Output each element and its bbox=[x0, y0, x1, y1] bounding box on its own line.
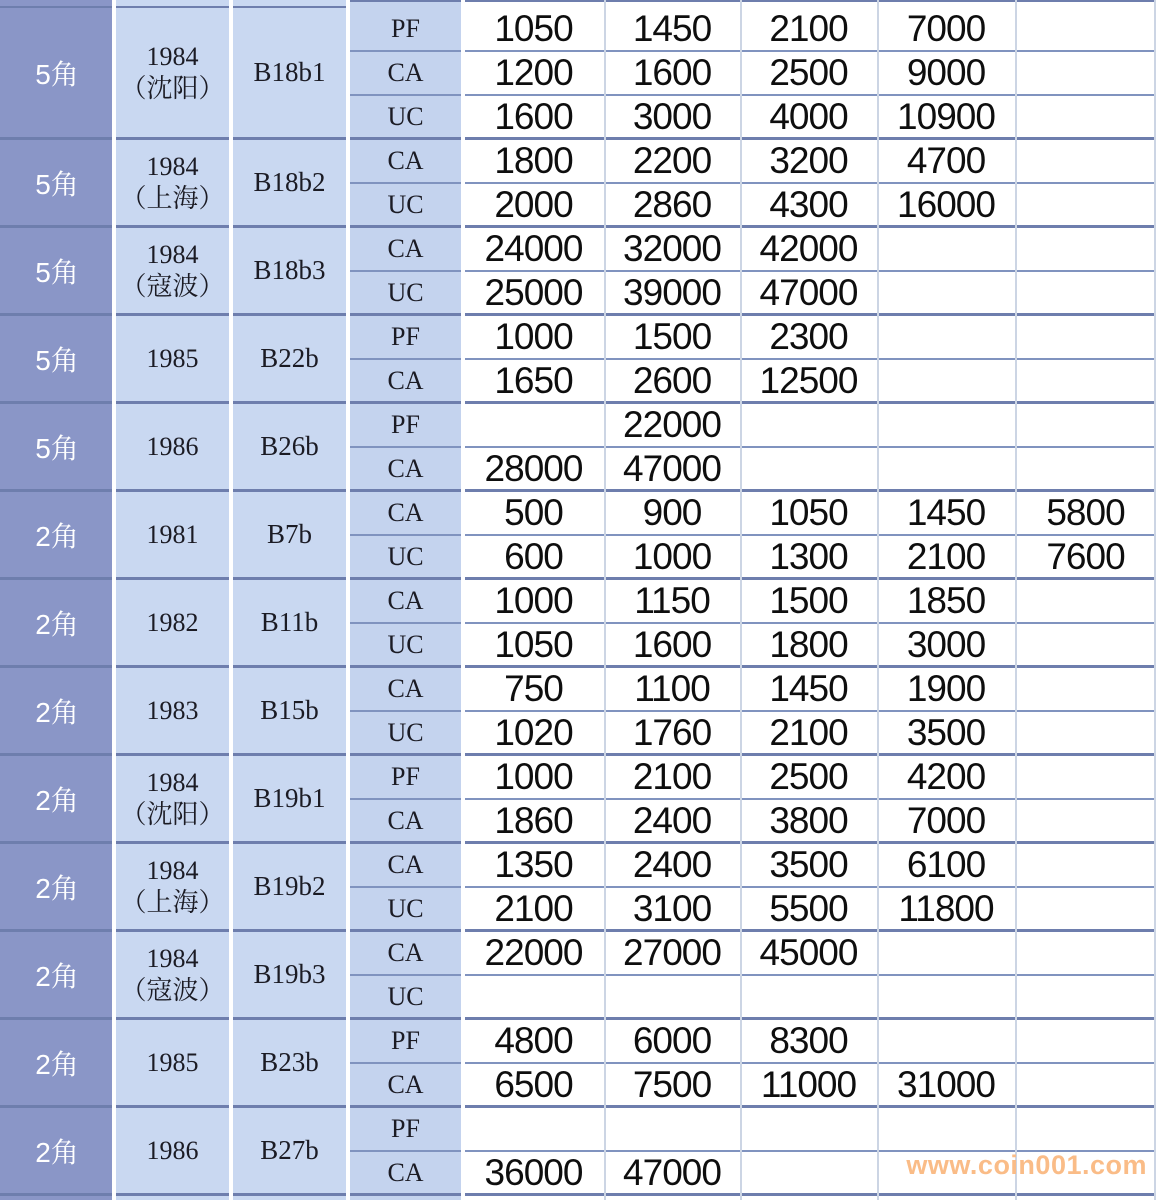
price-cell: 600 bbox=[463, 536, 604, 580]
price-cell: 1000 bbox=[604, 536, 740, 580]
bottom-edge-cell bbox=[604, 1196, 740, 1200]
grade-cell: UC bbox=[348, 272, 463, 316]
price-cell bbox=[463, 1108, 604, 1152]
price-cell: 2100 bbox=[877, 536, 1015, 580]
price-cell bbox=[877, 404, 1015, 448]
grade-cell: CA bbox=[348, 1064, 463, 1108]
top-edge-cell bbox=[348, 0, 463, 8]
price-cell: 1800 bbox=[740, 624, 877, 668]
year-line: 1986 bbox=[146, 431, 199, 461]
price-gridline bbox=[1015, 0, 1017, 1200]
year-cell bbox=[114, 316, 231, 404]
price-cell: 1450 bbox=[604, 8, 740, 52]
year-line: 1984 bbox=[146, 943, 199, 973]
price-cell: 31000 bbox=[877, 1064, 1015, 1108]
top-edge-cell bbox=[604, 0, 740, 8]
year-cell bbox=[114, 140, 231, 228]
price-cell: 16000 bbox=[877, 184, 1015, 228]
catalog-number-cell: B11b bbox=[231, 580, 348, 668]
year-line: （寇波） bbox=[120, 271, 225, 301]
price-cell bbox=[1015, 888, 1156, 932]
price-cell: 5500 bbox=[740, 888, 877, 932]
price-cell: 36000 bbox=[463, 1152, 604, 1196]
price-cell bbox=[740, 1152, 877, 1196]
grade-cell: PF bbox=[348, 404, 463, 448]
grade-cell: CA bbox=[348, 1152, 463, 1196]
denomination-cell: 2角 bbox=[0, 1020, 114, 1108]
price-cell: 2600 bbox=[604, 360, 740, 404]
bottom-edge-cell bbox=[463, 1196, 604, 1200]
catalog-number-cell: B19b1 bbox=[231, 756, 348, 844]
denomination-cell: 2角 bbox=[0, 756, 114, 844]
price-gridline bbox=[740, 0, 742, 1200]
price-cell: 500 bbox=[463, 492, 604, 536]
column-separator bbox=[461, 0, 465, 1200]
price-cell: 3500 bbox=[877, 712, 1015, 756]
catalog-number-cell: B18b1 bbox=[231, 8, 348, 140]
year-line: 1983 bbox=[146, 695, 199, 725]
catalog-number-cell: B19b3 bbox=[231, 932, 348, 1020]
price-cell: 2400 bbox=[604, 800, 740, 844]
denomination-cell: 2角 bbox=[0, 1108, 114, 1196]
year-cell bbox=[114, 1108, 231, 1196]
year-line: 1981 bbox=[146, 519, 199, 549]
price-cell: 4700 bbox=[877, 140, 1015, 184]
catalog-number-cell: B19b2 bbox=[231, 844, 348, 932]
denomination-cell: 5角 bbox=[0, 316, 114, 404]
price-cell bbox=[1015, 140, 1156, 184]
price-cell: 1450 bbox=[740, 668, 877, 712]
price-cell: 2200 bbox=[604, 140, 740, 184]
price-gridline bbox=[604, 0, 606, 1200]
catalog-number-cell: B22b bbox=[231, 316, 348, 404]
price-cell bbox=[877, 1108, 1015, 1152]
top-edge-cell bbox=[0, 0, 114, 8]
price-cell: 24000 bbox=[463, 228, 604, 272]
price-cell: 2000 bbox=[463, 184, 604, 228]
price-gridline bbox=[1154, 0, 1156, 1200]
price-cell bbox=[1015, 360, 1156, 404]
price-cell: 28000 bbox=[463, 448, 604, 492]
grade-cell: PF bbox=[348, 8, 463, 52]
top-edge-cell bbox=[231, 0, 348, 8]
price-cell bbox=[1015, 844, 1156, 888]
denomination-cell: 2角 bbox=[0, 492, 114, 580]
price-cell: 1020 bbox=[463, 712, 604, 756]
grade-cell: UC bbox=[348, 976, 463, 1020]
price-cell bbox=[1015, 756, 1156, 800]
year-cell bbox=[114, 404, 231, 492]
price-cell bbox=[877, 272, 1015, 316]
price-cell: 47000 bbox=[604, 1152, 740, 1196]
price-cell: 1350 bbox=[463, 844, 604, 888]
price-cell: 11800 bbox=[877, 888, 1015, 932]
price-cell: 1450 bbox=[877, 492, 1015, 536]
year-cell bbox=[114, 8, 231, 140]
denomination-cell: 2角 bbox=[0, 844, 114, 932]
price-cell: 1000 bbox=[463, 756, 604, 800]
grade-cell: PF bbox=[348, 1108, 463, 1152]
price-cell: 2860 bbox=[604, 184, 740, 228]
top-edge-cell bbox=[877, 0, 1015, 8]
column-separator bbox=[229, 0, 233, 1200]
price-cell bbox=[877, 932, 1015, 976]
price-cell bbox=[604, 976, 740, 1020]
denomination-cell: 5角 bbox=[0, 140, 114, 228]
bottom-edge-cell bbox=[348, 1196, 463, 1200]
denomination-cell: 2角 bbox=[0, 580, 114, 668]
price-cell: 39000 bbox=[604, 272, 740, 316]
price-cell: 1650 bbox=[463, 360, 604, 404]
price-cell: 2500 bbox=[740, 756, 877, 800]
price-cell: 22000 bbox=[463, 932, 604, 976]
bottom-edge-cell bbox=[114, 1196, 231, 1200]
price-cell: 10900 bbox=[877, 96, 1015, 140]
year-line: 1985 bbox=[146, 1047, 199, 1077]
bottom-edge-cell bbox=[231, 1196, 348, 1200]
top-edge-cell bbox=[1015, 0, 1156, 8]
price-cell bbox=[1015, 448, 1156, 492]
year-line: 1986 bbox=[146, 1135, 199, 1165]
price-cell: 2300 bbox=[740, 316, 877, 360]
price-cell: 4200 bbox=[877, 756, 1015, 800]
catalog-number-cell: B15b bbox=[231, 668, 348, 756]
price-cell bbox=[1015, 1108, 1156, 1152]
catalog-number-cell: B23b bbox=[231, 1020, 348, 1108]
grade-cell: UC bbox=[348, 624, 463, 668]
price-cell: 1000 bbox=[463, 580, 604, 624]
grade-cell: CA bbox=[348, 360, 463, 404]
price-cell: 3500 bbox=[740, 844, 877, 888]
year-line: 1985 bbox=[146, 343, 199, 373]
price-cell: 1760 bbox=[604, 712, 740, 756]
price-cell: 1900 bbox=[877, 668, 1015, 712]
top-edge-cell bbox=[114, 0, 231, 8]
price-cell: 12500 bbox=[740, 360, 877, 404]
price-cell bbox=[877, 1020, 1015, 1064]
year-line: 1984 bbox=[146, 767, 199, 797]
grade-cell: CA bbox=[348, 668, 463, 712]
grade-cell: PF bbox=[348, 756, 463, 800]
price-cell bbox=[1015, 668, 1156, 712]
price-cell bbox=[463, 404, 604, 448]
price-cell bbox=[1015, 404, 1156, 448]
bottom-edge-cell bbox=[740, 1196, 877, 1200]
year-line: （寇波） bbox=[120, 975, 225, 1005]
grade-cell: UC bbox=[348, 96, 463, 140]
price-cell: 1100 bbox=[604, 668, 740, 712]
price-cell: 3100 bbox=[604, 888, 740, 932]
grade-cell: CA bbox=[348, 932, 463, 976]
catalog-number-cell: B27b bbox=[231, 1108, 348, 1196]
price-cell bbox=[877, 316, 1015, 360]
price-cell: 5800 bbox=[1015, 492, 1156, 536]
price-cell bbox=[1015, 1020, 1156, 1064]
price-cell bbox=[604, 1108, 740, 1152]
price-cell bbox=[1015, 580, 1156, 624]
price-cell: 2100 bbox=[740, 8, 877, 52]
price-cell: 1600 bbox=[604, 52, 740, 96]
price-cell: 7500 bbox=[604, 1064, 740, 1108]
grade-cell: UC bbox=[348, 888, 463, 932]
grade-cell: CA bbox=[348, 580, 463, 624]
price-cell: 1800 bbox=[463, 140, 604, 184]
price-cell: 47000 bbox=[740, 272, 877, 316]
year-line: 1982 bbox=[146, 607, 199, 637]
denomination-cell: 5角 bbox=[0, 8, 114, 140]
year-cell bbox=[114, 492, 231, 580]
price-cell bbox=[1015, 228, 1156, 272]
price-cell: 6100 bbox=[877, 844, 1015, 888]
denomination-cell: 2角 bbox=[0, 668, 114, 756]
price-cell: 9000 bbox=[877, 52, 1015, 96]
catalog-number-cell: B18b3 bbox=[231, 228, 348, 316]
price-cell bbox=[877, 448, 1015, 492]
year-line: 1984 bbox=[146, 41, 199, 71]
price-cell: 3800 bbox=[740, 800, 877, 844]
year-line: （沈阳） bbox=[120, 73, 225, 103]
grade-cell: UC bbox=[348, 712, 463, 756]
price-cell: 1050 bbox=[740, 492, 877, 536]
price-cell: 1200 bbox=[463, 52, 604, 96]
price-cell: 27000 bbox=[604, 932, 740, 976]
price-cell bbox=[877, 228, 1015, 272]
price-cell bbox=[1015, 932, 1156, 976]
price-cell: 2500 bbox=[740, 52, 877, 96]
grade-cell: UC bbox=[348, 536, 463, 580]
price-cell: 1300 bbox=[740, 536, 877, 580]
price-cell: 1150 bbox=[604, 580, 740, 624]
price-cell bbox=[1015, 8, 1156, 52]
catalog-number-cell: B7b bbox=[231, 492, 348, 580]
grade-cell: PF bbox=[348, 1020, 463, 1064]
price-cell: 7000 bbox=[877, 800, 1015, 844]
year-cell bbox=[114, 1020, 231, 1108]
year-cell bbox=[114, 844, 231, 932]
price-cell: 1000 bbox=[463, 316, 604, 360]
denomination-cell: 5角 bbox=[0, 228, 114, 316]
price-cell: 4000 bbox=[740, 96, 877, 140]
year-line: 1984 bbox=[146, 151, 199, 181]
price-gridline bbox=[877, 0, 879, 1200]
price-cell: 2100 bbox=[463, 888, 604, 932]
grade-cell: PF bbox=[348, 316, 463, 360]
price-cell bbox=[1015, 52, 1156, 96]
top-edge-cell bbox=[740, 0, 877, 8]
price-cell: 1500 bbox=[740, 580, 877, 624]
catalog-number-cell: B18b2 bbox=[231, 140, 348, 228]
price-cell bbox=[1015, 624, 1156, 668]
price-cell: 7000 bbox=[877, 8, 1015, 52]
price-cell: 7600 bbox=[1015, 536, 1156, 580]
price-cell: 1850 bbox=[877, 580, 1015, 624]
price-cell: 11000 bbox=[740, 1064, 877, 1108]
price-cell: 900 bbox=[604, 492, 740, 536]
price-cell: 1600 bbox=[463, 96, 604, 140]
price-cell: 22000 bbox=[604, 404, 740, 448]
bottom-edge-cell bbox=[0, 1196, 114, 1200]
grade-cell: CA bbox=[348, 228, 463, 272]
column-separator bbox=[346, 0, 350, 1200]
price-cell bbox=[1015, 712, 1156, 756]
price-cell bbox=[1015, 184, 1156, 228]
price-cell bbox=[877, 360, 1015, 404]
grade-cell: CA bbox=[348, 844, 463, 888]
price-cell: 750 bbox=[463, 668, 604, 712]
year-cell bbox=[114, 228, 231, 316]
bottom-edge-cell bbox=[1015, 1196, 1156, 1200]
price-cell: 45000 bbox=[740, 932, 877, 976]
price-cell bbox=[877, 976, 1015, 1020]
price-cell: 1860 bbox=[463, 800, 604, 844]
year-cell bbox=[114, 668, 231, 756]
column-separator bbox=[112, 0, 116, 1200]
year-cell bbox=[114, 756, 231, 844]
bottom-edge-cell bbox=[877, 1196, 1015, 1200]
watermark: www.coin001.com bbox=[906, 1150, 1147, 1180]
grade-cell: CA bbox=[348, 448, 463, 492]
price-cell bbox=[740, 1108, 877, 1152]
grade-cell: CA bbox=[348, 140, 463, 184]
price-cell: 1500 bbox=[604, 316, 740, 360]
price-cell: 32000 bbox=[604, 228, 740, 272]
price-cell bbox=[1015, 1064, 1156, 1108]
price-cell: 3000 bbox=[877, 624, 1015, 668]
year-line: （沈阳） bbox=[120, 799, 225, 829]
price-cell bbox=[1015, 800, 1156, 844]
price-cell bbox=[1015, 316, 1156, 360]
denomination-cell: 5角 bbox=[0, 404, 114, 492]
price-cell: 4300 bbox=[740, 184, 877, 228]
price-cell: 2400 bbox=[604, 844, 740, 888]
year-cell bbox=[114, 932, 231, 1020]
price-cell: 1050 bbox=[463, 8, 604, 52]
price-cell bbox=[1015, 272, 1156, 316]
year-line: （上海） bbox=[120, 183, 225, 213]
price-cell: 1050 bbox=[463, 624, 604, 668]
price-cell bbox=[463, 976, 604, 1020]
year-line: （上海） bbox=[120, 887, 225, 917]
price-cell bbox=[740, 976, 877, 1020]
price-cell: 42000 bbox=[740, 228, 877, 272]
price-cell: 4800 bbox=[463, 1020, 604, 1064]
grade-cell: CA bbox=[348, 52, 463, 96]
price-cell: 8300 bbox=[740, 1020, 877, 1064]
price-cell: 2100 bbox=[740, 712, 877, 756]
catalog-number-cell: B26b bbox=[231, 404, 348, 492]
price-cell: 25000 bbox=[463, 272, 604, 316]
price-cell: 2100 bbox=[604, 756, 740, 800]
price-cell: 47000 bbox=[604, 448, 740, 492]
grade-cell: UC bbox=[348, 184, 463, 228]
grade-cell: CA bbox=[348, 492, 463, 536]
price-cell bbox=[740, 448, 877, 492]
price-cell: 6500 bbox=[463, 1064, 604, 1108]
price-cell: 3000 bbox=[604, 96, 740, 140]
grade-cell: CA bbox=[348, 800, 463, 844]
year-line: 1984 bbox=[146, 239, 199, 269]
price-cell: 3200 bbox=[740, 140, 877, 184]
year-line: 1984 bbox=[146, 855, 199, 885]
price-cell bbox=[740, 404, 877, 448]
price-cell bbox=[1015, 976, 1156, 1020]
year-cell bbox=[114, 580, 231, 668]
top-edge-cell bbox=[463, 0, 604, 8]
price-cell: 1600 bbox=[604, 624, 740, 668]
price-cell bbox=[1015, 96, 1156, 140]
denomination-cell: 2角 bbox=[0, 932, 114, 1020]
price-cell: 6000 bbox=[604, 1020, 740, 1064]
